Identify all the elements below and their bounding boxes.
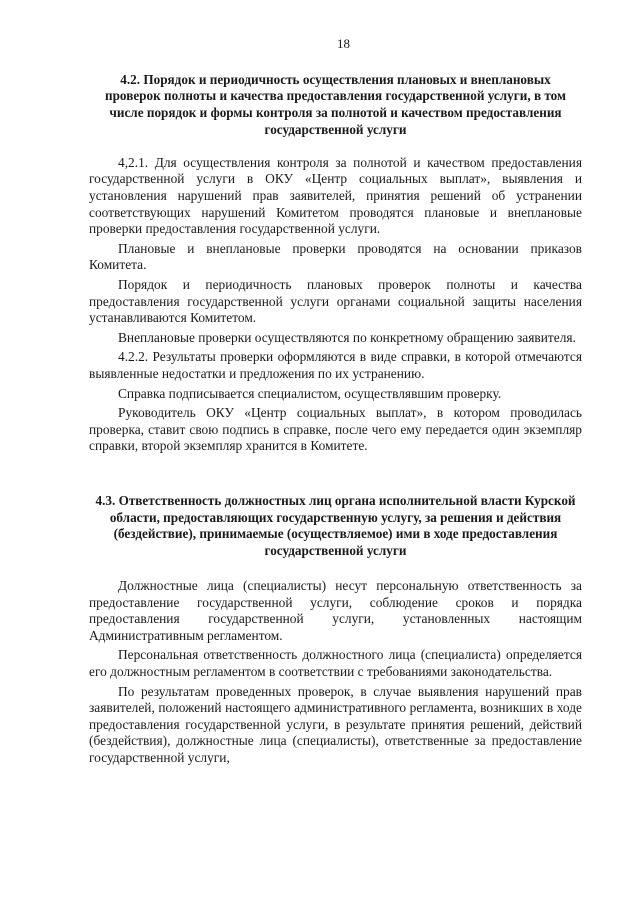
paragraph: 4.2.2. Результаты проверки оформляются в виде справки, в которой отмечаются выявленные недостатки и предложения по их устранению. [89,349,582,381]
paragraph: Плановые и внеплановые проверки проводятся на основании приказов Комитета. [89,240,582,273]
paragraph: Персональная ответственность должностного лица (специалиста) определяется его должностным регламентом в соответствии с требованиями законодательства. [89,647,582,680]
paragraph: 4,2.1. Для осуществления контроля за полнотой и качеством предоставления государственной услуги в ОКУ «Центр социальных выплат», выявления и установления нарушений прав заявителей, принятия решений об устранении соответствующих нарушений Комитетом проводятся плановые и внеплановые проверки предоставления государственной услуги. [89,154,582,237]
section-4-3-heading: 4.3. Ответственность должностных лиц органа исполнительной власти Курской области, предоставляющих государственную услугу, за решения и действия (бездействие), принимаемые (осуществляемое) ими в ходе предоставления государственной услуги [95,492,576,559]
page-number: 18 [337,36,350,51]
paragraph: Должностные лица (специалисты) несут персональную ответственность за предоставление государственной услуги, соблюдение сроков и порядка предоставления государственной услуги, установленных настоящим Административным регламентом. [89,578,582,643]
section-4-2-heading: 4.2. Порядок и периодичность осуществления плановых и внеплановых проверок полноты и качества предоставления государственной услуги, в том числе порядок и формы контроля за полнотой и качеством предоставления государственной услуги [105,71,566,137]
paragraph: Порядок и периодичность плановых проверок полноты и качества предоставления государственной услуги органами социальной защиты населения устанавливаются Комитетом. [89,276,582,326]
paragraph: По результатам проведенных проверок, в случае выявления нарушений прав заявителей, положений настоящего административного регламента, возникших в ходе предоставления государственной услуги, в результате принятия решений, действий (бездействия), должностные лица (специалисты), ответственные за предоставление государственной услуги, [89,683,582,765]
paragraph: Руководитель ОКУ «Центр социальных выплат», в котором проводилась проверка, ставит свою подпись в справке, после чего ему передается один экземпляр справки, второй экземпляр хранится в Комитете. [89,405,582,454]
paragraph: Справка подписывается специалистом, осуществлявшим проверку. [118,385,502,401]
paragraph: Внеплановые проверки осуществляются по конкретному обращению заявителя. [118,329,576,345]
